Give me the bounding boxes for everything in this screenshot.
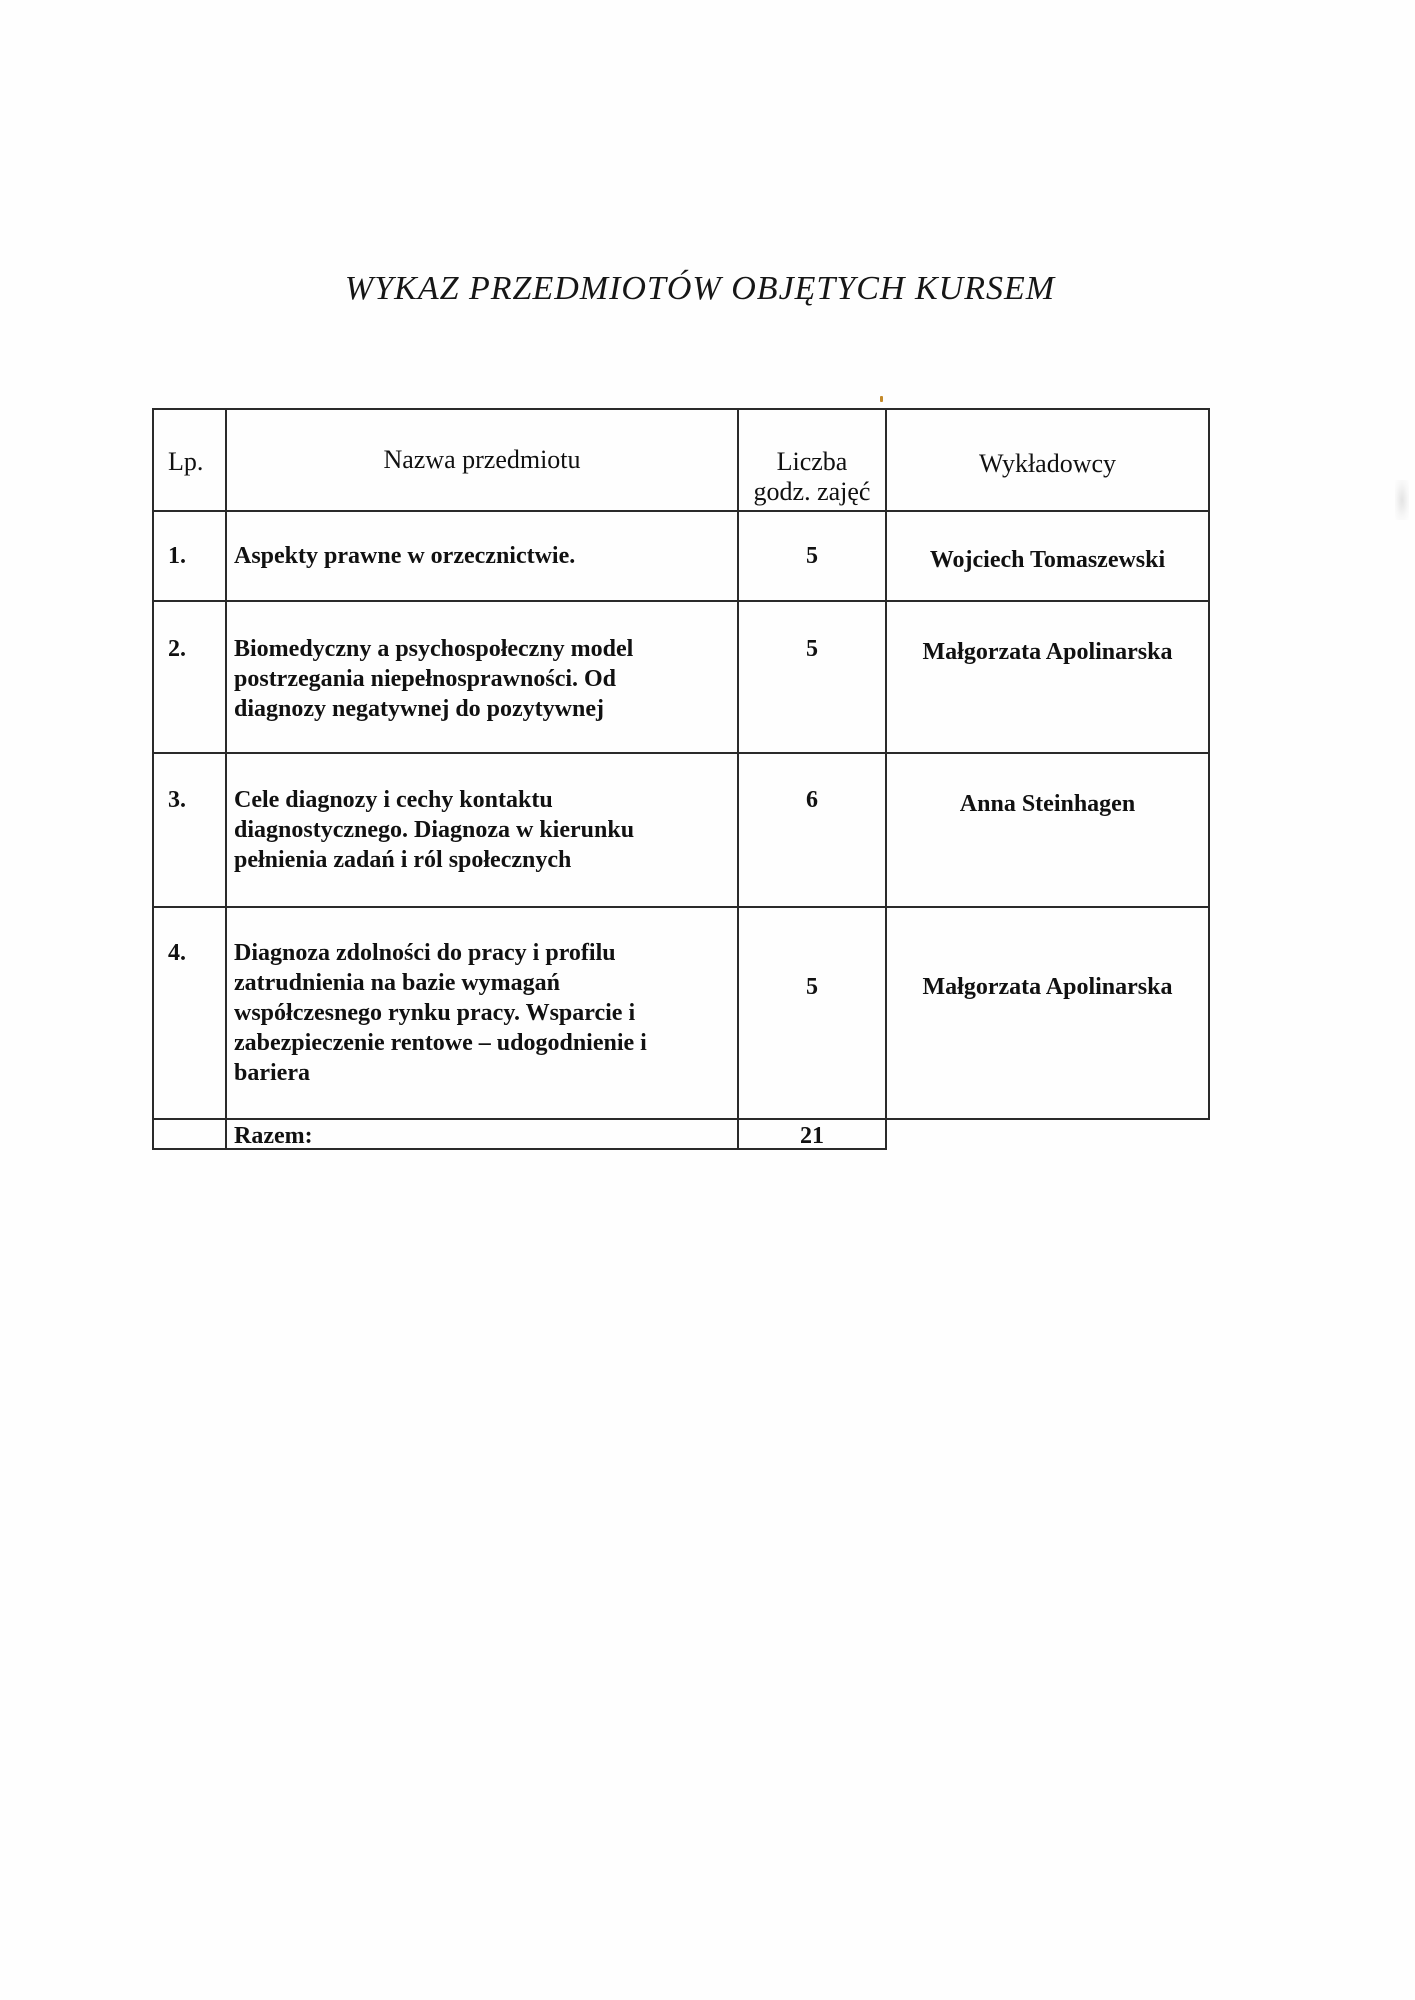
row2-hours: 5 [806, 636, 818, 662]
table-line-left [152, 408, 154, 1150]
row3-name-line3: pełnienia zadań i ról społecznych [234, 847, 572, 873]
row1-lp: 1. [168, 543, 186, 569]
table-line-col3 [885, 408, 887, 1150]
total-label: Razem: [234, 1123, 313, 1149]
table-line-col1 [225, 408, 227, 1150]
row3-lp: 3. [168, 787, 186, 813]
row2-name-line2: postrzegania niepełnosprawności. Od [234, 666, 617, 692]
table-line-top [152, 408, 1210, 410]
row3-hours: 6 [806, 787, 818, 813]
row1-hours: 5 [806, 543, 818, 569]
header-hours-line1: Liczba [776, 447, 848, 476]
header-name: Nazwa przedmiotu [383, 445, 581, 474]
row3-name-line1: Cele diagnozy i cechy kontaktu [234, 787, 553, 813]
row1-lecturer: Wojciech Tomaszewski [929, 547, 1166, 573]
row3-lecturer: Anna Steinhagen [959, 791, 1136, 817]
header-lp: Lp. [168, 447, 204, 476]
header-lecturers: Wykładowcy [978, 449, 1117, 478]
table-line-row4-bottom [152, 1118, 1210, 1120]
row4-lecturer: Małgorzata Apolinarska [922, 974, 1173, 1000]
header-hours-line2: godz. zajęć [753, 477, 871, 506]
row4-name-line4: zabezpieczenie rentowe – udogodnienie i [234, 1030, 647, 1056]
row4-name-line5: bariera [234, 1060, 310, 1086]
table-line-row3-bottom [152, 906, 1210, 908]
table-line-row2-bottom [152, 752, 1210, 754]
row3-name-line2: diagnostycznego. Diagnoza w kierunku [234, 817, 635, 843]
table-line-right [1208, 408, 1210, 1120]
row4-name-line2: zatrudnienia na bazie wymagań [234, 970, 561, 996]
total-hours: 21 [800, 1123, 824, 1149]
ink-mark [880, 396, 883, 402]
row4-name-line3: współczesnego rynku pracy. Wsparcie i [234, 1000, 636, 1026]
row2-lp: 2. [168, 636, 186, 662]
document-title: WYKAZ PRZEDMIOTÓW OBJĘTYCH KURSEM [344, 270, 1056, 307]
row4-hours: 5 [806, 974, 818, 1000]
row1-name-line1: Aspekty prawne w orzecznictwie. [234, 543, 576, 569]
table-line-header-bottom [152, 510, 1210, 512]
row4-lp: 4. [168, 940, 186, 966]
table-line-col2 [737, 408, 739, 1150]
row4-name-line1: Diagnoza zdolności do pracy i profilu [234, 940, 616, 966]
row2-name-line1: Biomedyczny a psychospołeczny model [234, 636, 634, 662]
row2-lecturer: Małgorzata Apolinarska [922, 639, 1173, 665]
row2-name-line3: diagnozy negatywnej do pozytywnej [234, 696, 604, 722]
scan-smudge [1395, 480, 1409, 520]
table-line-row1-bottom [152, 600, 1210, 602]
